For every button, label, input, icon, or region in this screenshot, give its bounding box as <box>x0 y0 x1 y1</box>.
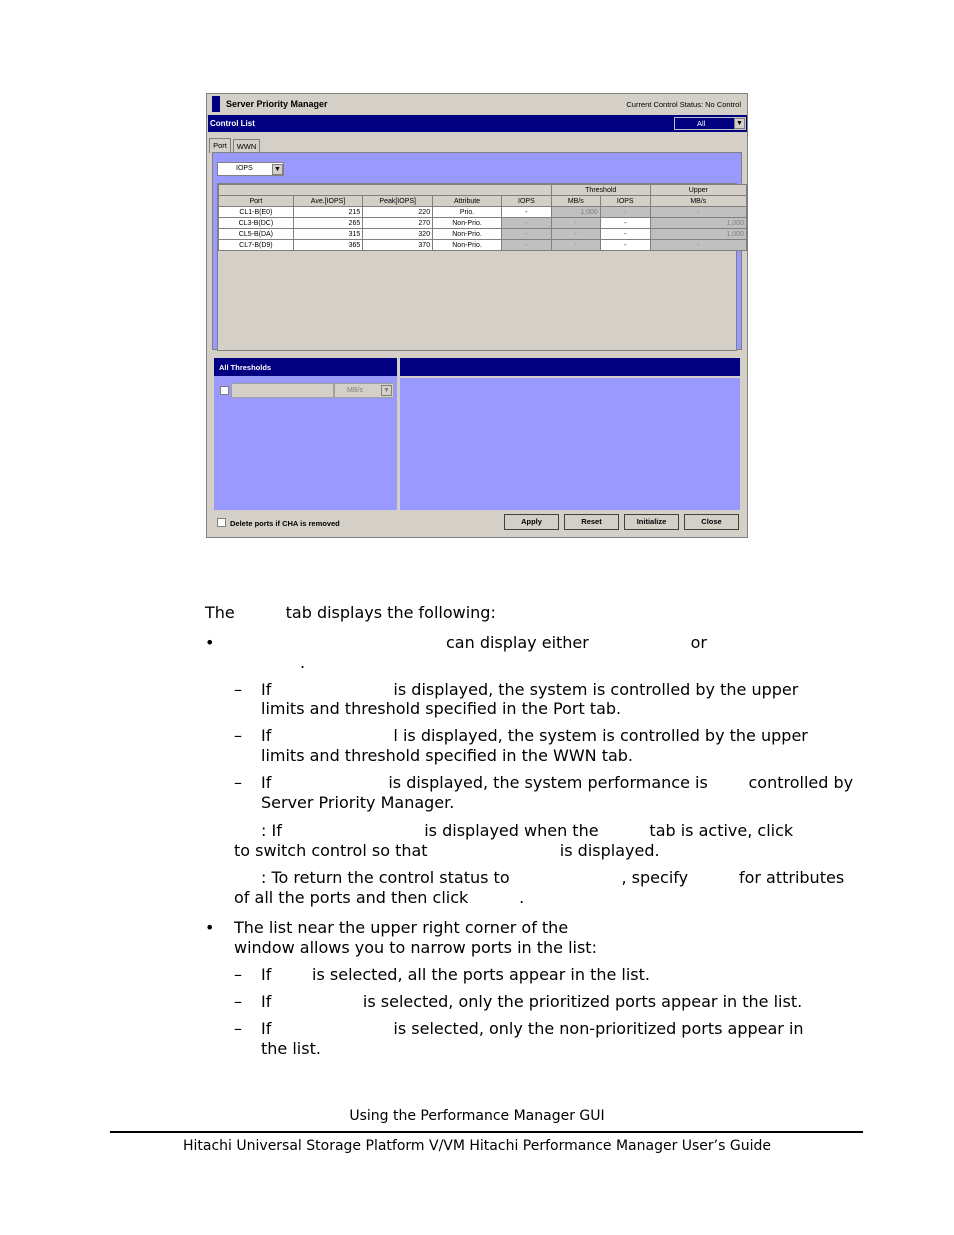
cell-peak: 270 <box>363 218 433 229</box>
doc-line: If l is displayed, the system is controlled by the upper <box>261 726 808 745</box>
doc-line: If is selected, all the ports appear in the list. <box>261 965 650 984</box>
doc-line: to switch control so that is displayed. <box>234 841 660 860</box>
filter-select[interactable] <box>674 117 746 130</box>
cell-ave: 265 <box>293 218 363 229</box>
table-row[interactable] <box>219 218 747 229</box>
cell-attribute[interactable]: Prio. <box>433 207 502 218</box>
col-attribute[interactable]: Attribute <box>433 196 502 207</box>
tab-wwn[interactable]: WWN <box>233 139 260 153</box>
doc-line: : To return the control status to , specify for attributes <box>261 868 845 887</box>
cell-upper-mbs: - <box>650 240 746 251</box>
dash: – <box>234 1019 242 1038</box>
cell-attribute[interactable]: Non-Prio. <box>433 229 502 240</box>
metric-select-value: IOPS <box>236 165 253 172</box>
cell-peak: 320 <box>363 229 433 240</box>
cell-attribute[interactable]: Non-Prio. <box>433 218 502 229</box>
doc-line: Server Priority Manager. <box>261 793 455 812</box>
doc-line: . <box>300 653 306 672</box>
all-thresholds-checkbox[interactable] <box>220 386 229 395</box>
cell-threshold-iops[interactable]: - <box>501 207 551 218</box>
all-thresholds-input[interactable] <box>231 383 334 398</box>
dash: – <box>234 726 242 745</box>
cell-threshold-mbs: 1,000 <box>551 207 600 218</box>
doc-line: If is selected, only the prioritized ports appear in the list. <box>261 992 803 1011</box>
doc-line: If is displayed, the system performance is controlled by <box>261 773 854 792</box>
threshold-group-header: Threshold <box>551 185 650 196</box>
unit-select-value: MB/s <box>347 387 363 394</box>
all-thresholds-header <box>214 358 397 376</box>
col-threshold-mbs[interactable]: MB/s <box>551 196 600 207</box>
doc-line: If is displayed, the system is controlled by the upper <box>261 680 799 699</box>
initialize-button[interactable]: Initialize <box>624 514 679 530</box>
table-group-blank <box>219 185 552 196</box>
cell-port: CL1-B(E0) <box>219 207 294 218</box>
doc-line: The tab displays the following: <box>205 603 496 622</box>
doc-line: : If is displayed when the tab is active, click <box>261 821 794 840</box>
cell-attribute[interactable]: Non-Prio. <box>433 240 502 251</box>
cell-upper-mbs: 1,000 <box>650 229 746 240</box>
cell-port: CL7-B(D9) <box>219 240 294 251</box>
footer-divider <box>110 1131 863 1133</box>
doc-line: limits and threshold specified in the WWN tab. <box>261 746 634 765</box>
table-row[interactable] <box>219 207 747 218</box>
col-peak-iops[interactable]: Peak[IOPS] <box>363 196 433 207</box>
detail-panel <box>400 378 740 510</box>
cell-upper-iops[interactable]: - <box>600 229 650 240</box>
doc-line: the list. <box>261 1039 321 1058</box>
delete-ports-label: Delete ports if CHA is removed <box>230 519 340 528</box>
cell-threshold-mbs: - <box>551 229 600 240</box>
doc-line: If is selected, only the non-prioritized ports appear in <box>261 1019 804 1038</box>
control-status: Current Control Status: No Control <box>626 100 741 109</box>
col-threshold-iops[interactable]: IOPS <box>501 196 551 207</box>
window-title: Server Priority Manager <box>226 99 328 109</box>
col-port[interactable]: Port <box>219 196 294 207</box>
chevron-down-icon[interactable]: ▼ <box>734 118 745 129</box>
port-table <box>218 184 747 251</box>
cell-threshold-iops: - <box>501 218 551 229</box>
tab-port[interactable]: Port <box>209 138 231 153</box>
doc-line: of all the ports and then click . <box>234 888 525 907</box>
cell-peak: 370 <box>363 240 433 251</box>
cell-ave: 315 <box>293 229 363 240</box>
cell-peak: 220 <box>363 207 433 218</box>
bullet: • <box>205 633 215 652</box>
server-priority-manager-window <box>206 93 748 538</box>
table-row[interactable] <box>219 229 747 240</box>
filter-select-value: All <box>697 119 706 128</box>
cell-upper-mbs: 1,000 <box>650 218 746 229</box>
doc-line: limits and threshold specified in the Port tab. <box>261 699 622 718</box>
col-ave-iops[interactable]: Ave.[IOPS] <box>293 196 363 207</box>
cell-threshold-mbs: - <box>551 240 600 251</box>
footer-section-title: Using the Performance Manager GUI <box>349 1108 605 1124</box>
bullet: • <box>205 918 215 937</box>
delete-ports-checkbox[interactable] <box>217 518 226 527</box>
table-row[interactable] <box>219 240 747 251</box>
cell-upper-mbs: - <box>650 207 746 218</box>
cell-threshold-iops: - <box>501 229 551 240</box>
cell-upper-iops[interactable]: - <box>600 240 650 251</box>
cell-upper-iops[interactable]: - <box>600 218 650 229</box>
dash: – <box>234 992 242 1011</box>
chevron-down-icon[interactable]: ▼ <box>381 385 392 396</box>
control-list-label: Control List <box>210 119 255 128</box>
doc-line: window allows you to narrow ports in the list: <box>234 938 597 957</box>
doc-line: can display either or <box>446 633 707 652</box>
detail-header <box>400 358 740 376</box>
doc-line: The list near the upper right corner of the <box>234 918 569 937</box>
dash: – <box>234 965 242 984</box>
upper-group-header: Upper <box>650 185 746 196</box>
metric-select[interactable] <box>217 162 284 176</box>
col-upper-mbs[interactable]: MB/s <box>650 196 746 207</box>
cell-ave: 365 <box>293 240 363 251</box>
unit-select[interactable] <box>334 383 394 398</box>
reset-button[interactable]: Reset <box>564 514 619 530</box>
cell-threshold-mbs: - <box>551 218 600 229</box>
title-bar <box>207 94 747 116</box>
footer-guide-title: Hitachi Universal Storage Platform V/VM Hitachi Performance Manager User’s Guide <box>183 1138 771 1154</box>
title-icon <box>212 96 220 112</box>
chevron-down-icon[interactable]: ▼ <box>272 164 283 175</box>
apply-button[interactable]: Apply <box>504 514 559 530</box>
cell-port: CL3-B(DC) <box>219 218 294 229</box>
control-list-bar <box>208 115 747 132</box>
all-thresholds-label: All Thresholds <box>219 363 272 372</box>
col-upper-iops[interactable]: IOPS <box>600 196 650 207</box>
cell-ave: 215 <box>293 207 363 218</box>
dash: – <box>234 680 242 699</box>
cell-port: CL5-B(DA) <box>219 229 294 240</box>
cell-upper-iops: - <box>600 207 650 218</box>
dash: – <box>234 773 242 792</box>
close-button[interactable]: Close <box>684 514 739 530</box>
cell-threshold-iops: - <box>501 240 551 251</box>
